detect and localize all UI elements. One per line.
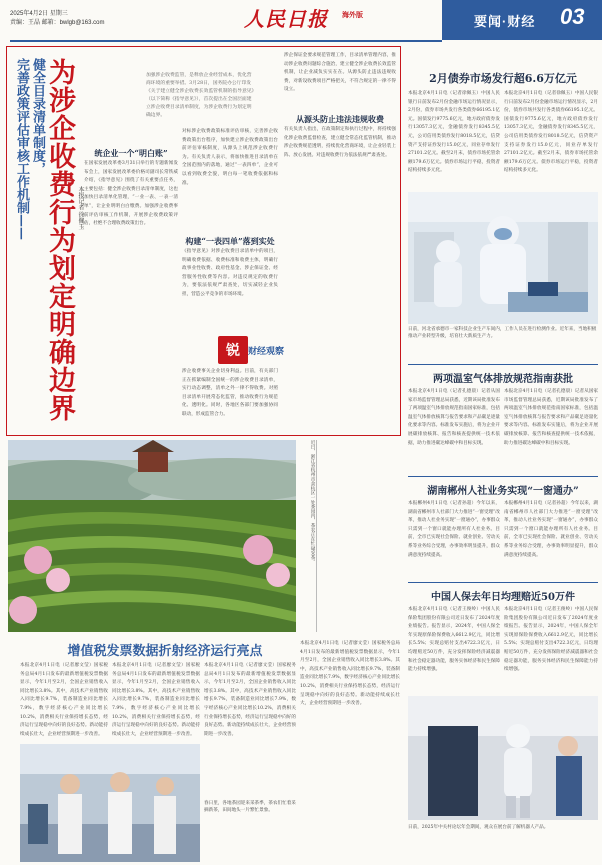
newspaper-logo: 人民日报 xyxy=(244,7,328,31)
insurance-title: 中国人保去年日均理赔近50万件 xyxy=(431,592,575,603)
feature-column-2: 对标涉企收费政策标准评估审核，完善涉企收费政策出台程序，加快建立涉企收费政策出台前评估审核制度，从源头上规范涉企收费行为。有关负责人表示，将加快推进目录清单在全国范围内的落地，通过“一表四单”，企业可以看到收费全貌，明白每一笔收费依据和标准。 xyxy=(182,129,278,186)
workers-photo xyxy=(20,744,200,862)
feature-column-3: 《指导意见》对涉企收费目录清单中的项目，明确收费依据、收费标准和收费主体，明确行政事业性收费、政府性基金、涉企保证金、经营服务性收费等内容。对违反规定的收费行为，要依法依规严肃查处，切实减轻企业负担，营造公平竞争的市场环境。 xyxy=(182,249,278,297)
feature-subtitle xyxy=(13,58,45,240)
tea-garden-photo xyxy=(8,440,296,632)
divider-emissions xyxy=(408,364,598,365)
bonds-title: 2月债券市场发行超6.6万亿元 xyxy=(429,72,577,85)
robot-photo-caption: 日前，2025年中关村论坛年会期间，观众在展台前了解机器人产品。 xyxy=(408,825,549,830)
column-stamp-label: 财经观察 xyxy=(248,347,285,357)
vat-text-1: 本报北京4月1日电（记者廖文莹）国家税务总局4月1日发布的最新增值税发票数据显示，今年1月至2月，全国企业销售收入同比增长3.8%。其中，高技术产业销售收入同比增长9.7%，装备制造业同比增长7.9%，数字经济核心产业同比增长10.2%，消费相关行业保持增长态势，经济运行呈现稳中向好的良好态势。新动能持续成长壮大，企业经营预期进一步改善。 xyxy=(20,663,108,737)
caption-divider xyxy=(316,440,402,632)
bonds-text-2: 本报北京4月1日电（记者徐佩玉）中国人民银行日前发布2月份金融市场运行情况显示，2月份，债券市场共发行各类债券66195.1亿元。国债发行9775.6亿元，地方政府债券发行13057.3亿元，金融债券发行8345.5亿元，公司信用类债券发行8018.5亿元，信贷资产支持证券发行15.0亿元，同业存单发行27101.2亿元。截至2月末，债券市场托管余额179.6万亿元。债券市场运行平稳，投资者结构持续多元化。 xyxy=(504,91,598,174)
divider-insurance xyxy=(408,582,598,583)
divider-chenzhou xyxy=(408,476,598,477)
feature-column-1: 在国家发展改革委3月31日举行的专题新闻发布会上，国家发展改革委价格司副司长常铁威介绍，《指导意见》围绕了有关重要点任务，主要包括：健全涉企收费目录清单制度，这也加快目录清单化管理，“一业一表、一表一清单”，让企业明明白白缴费。加强涉企收费事前评估审核工作机制，开展涉企收费政策评估，杜绝不合理收费政策出台。 xyxy=(84,161,178,227)
chenzhou-text-1: 本报郴州4月1日电（记者孙超）今年以来，湖南省郴州市人社部门大力推进“一窗受理”改革，推动人社业务实现“一窗通办”，办事群众只需到一个窗口就能办理所有人社业务。目前，全市已实现社会保险、就业创业、劳动关系等业务综合受理，办事效率明显提升，群众满意度持续提高。 xyxy=(408,501,500,558)
insurance-text-2: 本报北京4月1日电（记者王俊岭）中国人民保险集团股份有限公司近日发布了2024年度业绩报告。报告显示，2024年，中国人保全年实现原保险保费收入6612.9亿元，同比增长5.5%；实现总赔付支出4722.3亿元，日均理赔近50万件，充分发挥保险经济减震器和社会稳定器功能，服务实体经济和民生保障能力持续增强。 xyxy=(504,607,598,673)
vat-text-2: 本报北京4月1日电（记者廖文莹）国家税务总局4月1日发布的最新增值税发票数据显示，今年1月至2月，全国企业销售收入同比增长3.8%。其中，高技术产业销售收入同比增长9.7%，装备制造业同比增长7.9%，数字经济核心产业同比增长10.2%，消费相关行业保持增长态势，经济运行呈现稳中向好的良好态势。新动能持续成长壮大，企业经营预期进一步改善。 xyxy=(112,663,200,737)
vat-text-3: 本报北京4月1日电（记者廖文莹）国家税务总局4月1日发布的最新增值税发票数据显示，今年1月至2月，全国企业销售收入同比增长3.8%。其中，高技术产业销售收入同比增长9.7%，装备制造业同比增长7.9%，数字经济核心产业同比增长10.2%，消费相关行业保持增长态势，经济运行呈现稳中向好的良好态势。新动能持续成长壮大，企业经营预期进一步改善。 xyxy=(204,663,296,737)
robot-photo xyxy=(408,696,598,820)
section-heading-3: 从源头防止违法违规收费 xyxy=(296,114,384,124)
insurance-text-1: 本报北京4月1日电（记者王俊岭）中国人民保险集团股份有限公司近日发布了2024年度业绩报告。报告显示，2024年，中国人保全年实现原保险保费收入6612.9亿元，同比增长5.5%；实现总赔付支出4722.3亿元，日均理赔近50万件，充分发挥保险经济减震器和社会稳定器功能，服务实体经济和民生保障能力持续增强。 xyxy=(408,607,500,673)
vat-text-4: 本报北京4月1日电（记者廖文莹）国家税务总局4月1日发布的最新增值税发票数据显示，今年1月至2月，全国企业销售收入同比增长3.8%。其中，高技术产业销售收入同比增长9.7%，装备制造业同比增长7.9%，数字经济核心产业同比增长10.2%，消费相关行业保持增长态势，经济运行呈现稳中向好的良好态势。新动能持续成长壮大，企业经营预期进一步改善。 xyxy=(300,641,400,707)
masthead-rule xyxy=(10,40,442,42)
section-heading-2: 构建“一表四单”落到实处 xyxy=(185,236,275,246)
page-number: 03 xyxy=(560,4,585,29)
edition-label: 海外版 xyxy=(342,10,363,19)
tea-photo-caption: 近日，浙江省杭州市余杭区一处茶园内，茶农正在忙碌采茶。 xyxy=(310,440,315,565)
feature-title: 为涉企收费行为划定明确边界 xyxy=(44,58,75,422)
feature-column-6: 有关负责人指出，在政策制定和执行过程中，将持续强化涉企收费监督检查，建立健全常态化监管机制，推动涉企收费规范透明，持续优化营商环境，让企业轻装上阵、放心发展。对违规收费行为依法依规严肃查处。 xyxy=(284,127,396,158)
emissions-text-2: 本报北京4月1日电（记者孔德晨）记者从国家市场监督管理总局获悉，近期该局批准发布了两项温室气体排放规范指南国家标准，包括温室气体排放核算与报告要求和产品碳足迹量化要求等内容。标准发布实施后，将为企业开展碳排放核算、报告和核查提供统一技术依据，助力推进碳达峰碳中和目标实现。 xyxy=(504,389,598,446)
feature-subtitle-2: 完善政策评估审核工作机制—— xyxy=(14,58,29,240)
vat-title: 增值税发票数据折射经济运行亮点 xyxy=(67,644,263,659)
feature-column-5: 涉企保证金要求规范管理工作，目录清单管理内容，推动涉企收费问题综合施治，建立健全涉企收费长效监管机制，让企业减负实实在在。从源头防止违法违规收费，对新设收费项目严格把关，不符合规定的一律不得设立。 xyxy=(284,53,396,93)
chenzhou-title: 湖南郴州人社业务实现“一窗通办” xyxy=(427,486,579,497)
emissions-text-1: 本报北京4月1日电（记者孔德晨）记者从国家市场监督管理总局获悉，近期该局批准发布了两项温室气体排放规范指南国家标准，包括温室气体排放核算与报告要求和产品碳足迹量化要求等内容。标准发布实施后，将为企业开展碳排放核算、报告和核查提供统一技术依据，助力推进碳达峰碳中和目标实现。 xyxy=(408,389,500,446)
feature-byline: 本报记者 徐佩玉 xyxy=(77,186,84,230)
feature-subtitle-1: 健全目录清单制度， xyxy=(30,58,45,175)
editor-line: 责编：王晶 邮箱：bwlgb@163.com xyxy=(10,20,105,26)
lab-photo xyxy=(408,192,598,324)
feature-lead: 加强涉企收费监管，是释放企业经营成本，优化营商环境的重要举措。3月28日，国务院办公厅印发《关于建立健全涉企收费长效监管机制的指导意见》（以下简称《指导意见》），首次提出在全国层面建立涉企收费目录清单制度，为涉企收费行为划定明确边界。 xyxy=(146,73,254,118)
date-line: 2025年4月2日 星期三 xyxy=(10,11,68,17)
workers-photo-caption: 春日里，各地茶园迎来采茶季，茶农们忙着采摘新茶，田间地头一片繁忙景象。 xyxy=(204,801,296,813)
section-name: 要闻·财经 xyxy=(474,14,536,29)
lab-photo-caption: 日前，河北省承德市一家科技企业生产车间内，工作人员在进行检测作业。近年来，当地积极推动产业转型升级，培育壮大新质生产力。 xyxy=(408,327,597,339)
masthead xyxy=(0,0,602,44)
bonds-text-1: 本报北京4月1日电（记者徐佩玉）中国人民银行日前发布2月份金融市场运行情况显示，2月份，债券市场共发行各类债券66195.1亿元。国债发行9775.6亿元，地方政府债券发行13057.3亿元，金融债券发行8345.5亿元，公司信用类债券发行8018.5亿元，信贷资产支持证券发行15.0亿元，同业存单发行27101.2亿元。截至2月末，债券市场托管余额179.6万亿元。债券市场运行平稳，投资者结构持续多元化。 xyxy=(408,91,500,174)
emissions-title: 两项温室气体排放规范指南获批 xyxy=(433,374,573,385)
column-stamp: 锐 xyxy=(218,336,248,364)
chenzhou-text-2: 本报郴州4月1日电（记者孙超）今年以来，湖南省郴州市人社部门大力推进“一窗受理”改革，推动人社业务实现“一窗通办”，办事群众只需到一个窗口就能办理所有人社业务。目前，全市已实现社会保险、就业创业、劳动关系等业务综合受理，办事效率明显提升，群众满意度持续提高。 xyxy=(504,501,598,558)
feature-column-4: 涉企收费事关企业切身利益。目前，有关部门正在抓紧编制全国统一的涉企收费目录清单，实行动态调整，清单之外一律不得收费。对照目录清单开展常态化监管，推动收费行为规范化、透明化。同时，各地区各部门要加强协同联动，形成监管合力。 xyxy=(182,369,278,417)
section-heading-1: 统企业一个“明白账” xyxy=(94,148,168,158)
